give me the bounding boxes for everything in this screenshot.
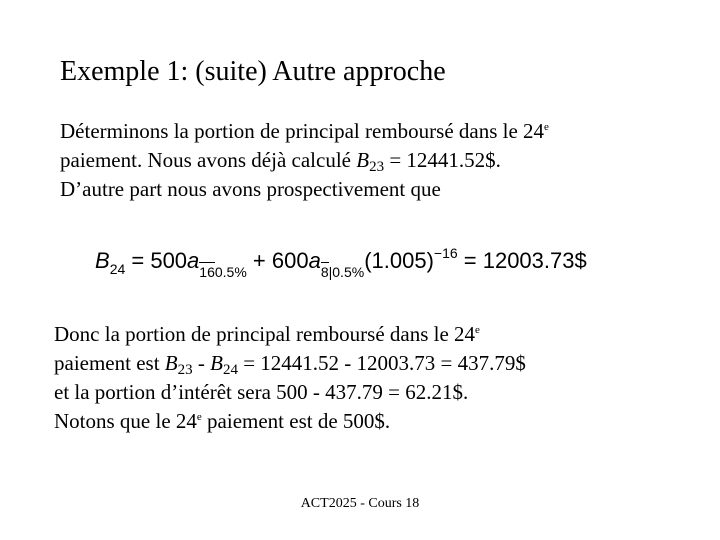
- conclusion-line-4: Notons que le 24e paiement est de 500$.: [54, 409, 391, 433]
- slide-title: Exemple 1: (suite) Autre approche: [60, 56, 446, 87]
- intro-line-3: D’autre part nous avons prospectivement que: [60, 177, 441, 201]
- conclusion-line-2: paiement est $B_{23} - B_{24} = 12441.52 - 12003.73$ = 437.79$: [54, 351, 526, 378]
- conclusion-line-3: et la portion d’intérêt sera 500 - 437.79 = 62.21$.: [54, 380, 469, 404]
- intro-line-2: paiement. Nous avons déjà calculé $B_{23}$ = 12441.52$.: [60, 148, 501, 175]
- conclusion-line-1: Donc la portion de principal remboursé dans le 24e: [54, 322, 480, 346]
- intro-line-1: Déterminons la portion de principal remboursé dans le 24e: [60, 119, 549, 143]
- paragraph-intro: [60, 117, 549, 204]
- paragraph-conclusion: [54, 320, 526, 436]
- prospective-equation: $B_{24} = 500a_{160.5\%} + 600a_{8|0.5\%}(1.005)^{-16}$ = 12003.73$: [95, 245, 587, 280]
- slide-footer: ACT2025 - Cours 18: [300, 496, 420, 511]
